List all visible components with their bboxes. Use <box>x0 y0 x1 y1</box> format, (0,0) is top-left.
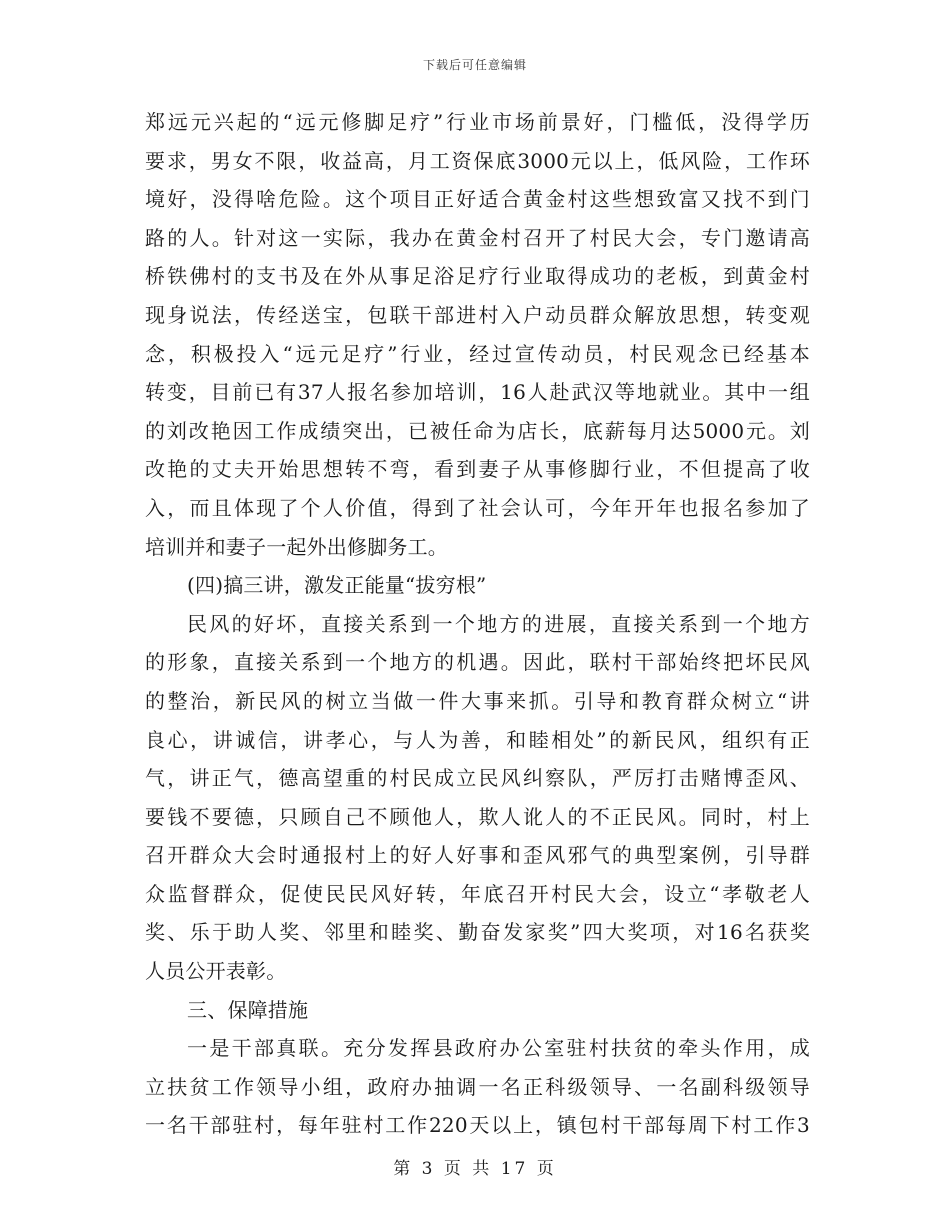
text-line: 召开群众大会时通报村上的好人好事和歪风邪气的典型案例，引导群 <box>145 843 810 868</box>
section-heading: 三、保障措施 <box>187 997 309 1022</box>
section-heading: (四)搞三讲，激发正能量“拔穷根” <box>187 573 487 598</box>
text-line: 众监督群众，促使民民风好转，年底召开村民大会，设立“孝敬老人 <box>145 881 810 906</box>
text-line: 一名干部驻村，每年驻村工作220天以上，镇包村干部每周下村工作3 <box>145 1113 810 1138</box>
text-line: 要求，男女不限，收益高，月工资保底3000元以上，低风险，工作环 <box>145 148 810 173</box>
text-line: 一是干部真联。充分发挥县政府办公室驻村扶贫的牵头作用，成 <box>187 1036 810 1061</box>
text-line: 培训并和妻子一起外出修脚务工。 <box>145 534 448 559</box>
text-line: 的形象，直接关系到一个地方的机遇。因此，联村干部始终把坏民风 <box>145 650 810 675</box>
text-line: 入，而且体现了个人价值，得到了社会认可，今年开年也报名参加了 <box>145 495 810 520</box>
document-body <box>145 103 810 1145</box>
text-line: 要钱不要德，只顾自己不顾他人，欺人讹人的不正民风。同时，村上 <box>145 804 810 829</box>
text-line: 良心，讲诚信，讲孝心，与人为善，和睦相处”的新民风，组织有正 <box>145 727 810 752</box>
page-footer: 第 3 页 共 17 页 <box>393 1159 557 1179</box>
text-line: 桥铁佛村的支书及在外从事足浴足疗行业取得成功的老板，到黄金村 <box>145 264 810 289</box>
text-line: 的整治，新民风的树立当做一件大事来抓。引导和教育群众树立“讲 <box>145 688 810 713</box>
text-line: 改艳的丈夫开始思想转不弯，看到妻子从事修脚行业，不但提高了收 <box>145 457 810 482</box>
text-line: 气，讲正气，德高望重的村民成立民风纠察队，严厉打击赌博歪风、 <box>145 766 810 791</box>
text-line: 人员公开表彰。 <box>145 959 287 984</box>
text-line: 境好，没得啥危险。这个项目正好适合黄金村这些想致富又找不到门 <box>145 187 810 212</box>
text-line: 立扶贫工作领导小组，政府办抽调一名正科级领导、一名副科级领导 <box>145 1074 810 1099</box>
text-line: 念，积极投入“远元足疗”行业，经过宣传动员，村民观念已经基本 <box>145 341 810 366</box>
text-line: 转变，目前已有37人报名参加培训，16人赴武汉等地就业。其中一组 <box>145 380 810 405</box>
page-header: 下载后可任意编辑 <box>422 58 527 72</box>
text-line: 现身说法，传经送宝，包联干部进村入户动员群众解放思想，转变观 <box>145 302 810 327</box>
text-line: 奖、乐于助人奖、邻里和睦奖、勤奋发家奖”四大奖项，对16名获奖 <box>145 920 810 945</box>
text-line: 郑远元兴起的“远元修脚足疗”行业市场前景好，门槛低，没得学历 <box>145 110 810 134</box>
text-line: 的刘改艳因工作成绩突出，已被任命为店长，底薪每月达5000元。刘 <box>145 418 810 443</box>
text-line: 路的人。针对这一实际，我办在黄金村召开了村民大会，专门邀请高 <box>145 225 810 250</box>
text-line: 民风的好坏，直接关系到一个地方的进展，直接关系到一个地方 <box>187 611 810 636</box>
